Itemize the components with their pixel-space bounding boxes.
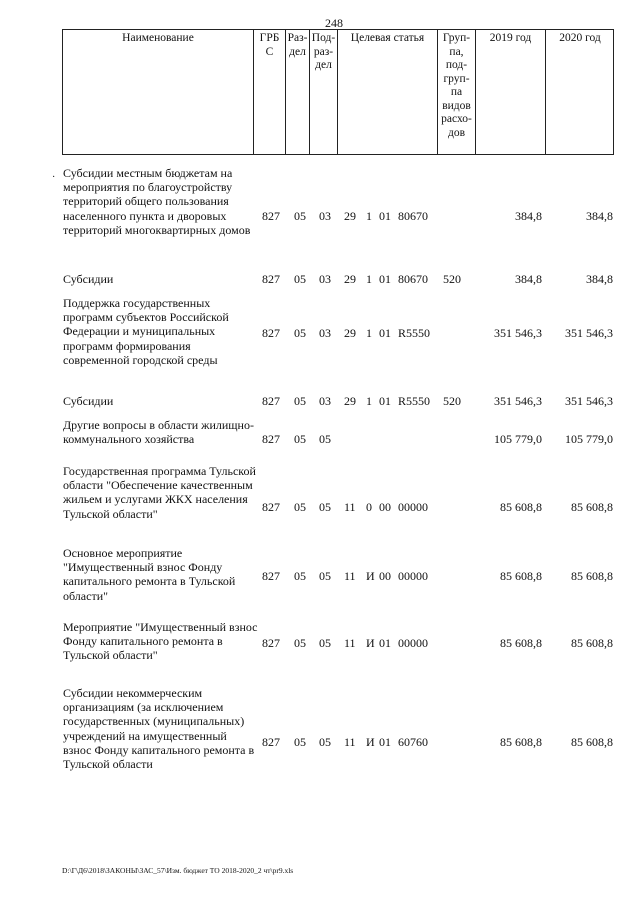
row-article-event: 01: [379, 326, 391, 340]
row-article-code: 00000: [398, 636, 428, 650]
row-2019: 85 608,8: [500, 636, 542, 650]
row-article-program: 29: [344, 272, 356, 286]
row-2019: 85 608,8: [500, 500, 542, 514]
header-target-article: Целевая статья: [337, 30, 437, 154]
row-2019: 384,8: [515, 272, 542, 286]
row-podrazdel: 05: [319, 735, 331, 749]
row-razdel: 05: [294, 209, 306, 223]
row-article-program: 11: [344, 636, 356, 650]
row-razdel: 05: [294, 569, 306, 583]
row-2019: 85 608,8: [500, 569, 542, 583]
row-razdel: 05: [294, 735, 306, 749]
header-razdel: Раз- дел: [285, 30, 309, 154]
row-article-event: 01: [379, 272, 391, 286]
row-podrazdel: 05: [319, 636, 331, 650]
row-expense-group: 520: [443, 272, 461, 286]
row-article-program: 11: [344, 500, 356, 514]
row-article-code: 60760: [398, 735, 428, 749]
row-expense-group: 520: [443, 394, 461, 408]
row-name: Поддержка государственных программ субъектов Российской Федерации и муниципальных программ формирования современной городской среды: [63, 296, 229, 367]
row-article-event: 00: [379, 569, 391, 583]
header-podrazdel: Под- раз- дел: [309, 30, 337, 154]
row-2020: 384,8: [586, 272, 613, 286]
row-podrazdel: 05: [319, 432, 331, 446]
row-article-event: 01: [379, 209, 391, 223]
row-article-program: 11: [344, 569, 356, 583]
row-2020: 85 608,8: [571, 735, 613, 749]
row-podrazdel: 03: [319, 209, 331, 223]
row-podrazdel: 03: [319, 326, 331, 340]
row-podrazdel: 03: [319, 394, 331, 408]
row-2020: 85 608,8: [571, 636, 613, 650]
row-grbs: 827: [262, 636, 280, 650]
row-razdel: 05: [294, 394, 306, 408]
row-razdel: 05: [294, 500, 306, 514]
row-grbs: 827: [262, 569, 280, 583]
row-article-code: R5550: [398, 326, 431, 340]
row-name: Основное мероприятие "Имущественный взнос Фонду капитального ремонта в Тульской области": [63, 546, 236, 603]
row-grbs: 827: [262, 500, 280, 514]
row-razdel: 05: [294, 432, 306, 446]
row-article-code: 80670: [398, 209, 428, 223]
row-article-sub: 1: [366, 326, 372, 340]
row-razdel: 05: [294, 272, 306, 286]
row-podrazdel: 05: [319, 500, 331, 514]
row-grbs: 827: [262, 272, 280, 286]
row-grbs: 827: [262, 432, 280, 446]
row-grbs: 827: [262, 326, 280, 340]
header-name: Наименование: [122, 32, 194, 44]
row-2019: 105 779,0: [494, 432, 542, 446]
row-article-sub: 0: [366, 500, 372, 514]
header-expense-group: Груп- па, под- груп- па видов расхо- дов: [437, 30, 475, 154]
row-article-program: 29: [344, 394, 356, 408]
row-article-event: 01: [379, 735, 391, 749]
row-article-program: 11: [344, 735, 356, 749]
row-name: Субсидии: [63, 394, 114, 408]
header-2020: 2020 год: [545, 30, 614, 154]
row-grbs: 827: [262, 209, 280, 223]
row-article-sub: 1: [366, 209, 372, 223]
row-name: Государственная программа Тульской области "Обеспечение качественным жильем и услугами ЖКХ населения Тульской области": [63, 464, 256, 521]
row-grbs: 827: [262, 735, 280, 749]
table-header: [62, 29, 614, 155]
margin-mark: ·: [52, 172, 56, 183]
row-article-sub: 1: [366, 394, 372, 408]
row-2020: 105 779,0: [565, 432, 613, 446]
row-article-sub: И: [366, 569, 375, 583]
row-2019: 351 546,3: [494, 394, 542, 408]
row-article-sub: И: [366, 636, 375, 650]
row-name: Другие вопросы в области жилищно-коммунального хозяйства: [63, 418, 254, 447]
row-2020: 85 608,8: [571, 569, 613, 583]
row-article-event: 01: [379, 636, 391, 650]
row-2020: 351 546,3: [565, 326, 613, 340]
row-razdel: 05: [294, 636, 306, 650]
row-article-code: R5550: [398, 394, 431, 408]
row-razdel: 05: [294, 326, 306, 340]
row-2020: 384,8: [586, 209, 613, 223]
row-article-code: 80670: [398, 272, 428, 286]
row-2019: 85 608,8: [500, 735, 542, 749]
row-name: Мероприятие "Имущественный взнос Фонду капитального ремонта в Тульской области": [63, 620, 258, 663]
row-article-event: 00: [379, 500, 391, 514]
row-2020: 85 608,8: [571, 500, 613, 514]
row-grbs: 827: [262, 394, 280, 408]
row-2019: 384,8: [515, 209, 542, 223]
file-path-footer: D:\Г\Д6\2018\ЗАКОНЫ\ЗАС_57\Изм. бюджет ТО 2018-2020_2 чт\pr9.xls: [62, 866, 294, 875]
row-2019: 351 546,3: [494, 326, 542, 340]
row-article-code: 00000: [398, 569, 428, 583]
row-name: Субсидии местным бюджетам на мероприятия по благоустройству территорий общего пользования населенного пункта и дворовых территорий многоквартирных домов: [63, 166, 251, 237]
row-article-program: 29: [344, 326, 356, 340]
row-name: Субсидии некоммерческим организациям (за исключением государственных (муниципальных) учреждений на имущественный взнос Фонду капитального ремонта в Тульской области: [63, 686, 255, 772]
row-article-event: 01: [379, 394, 391, 408]
header-2019: 2019 год: [475, 30, 545, 154]
row-article-sub: И: [366, 735, 375, 749]
row-article-code: 00000: [398, 500, 428, 514]
row-podrazdel: 05: [319, 569, 331, 583]
row-podrazdel: 03: [319, 272, 331, 286]
header-grbs: ГРБ С: [253, 30, 285, 154]
row-name: Субсидии: [63, 272, 114, 286]
row-article-program: 29: [344, 209, 356, 223]
row-2020: 351 546,3: [565, 394, 613, 408]
page-number: 248: [325, 16, 343, 30]
row-article-sub: 1: [366, 272, 372, 286]
